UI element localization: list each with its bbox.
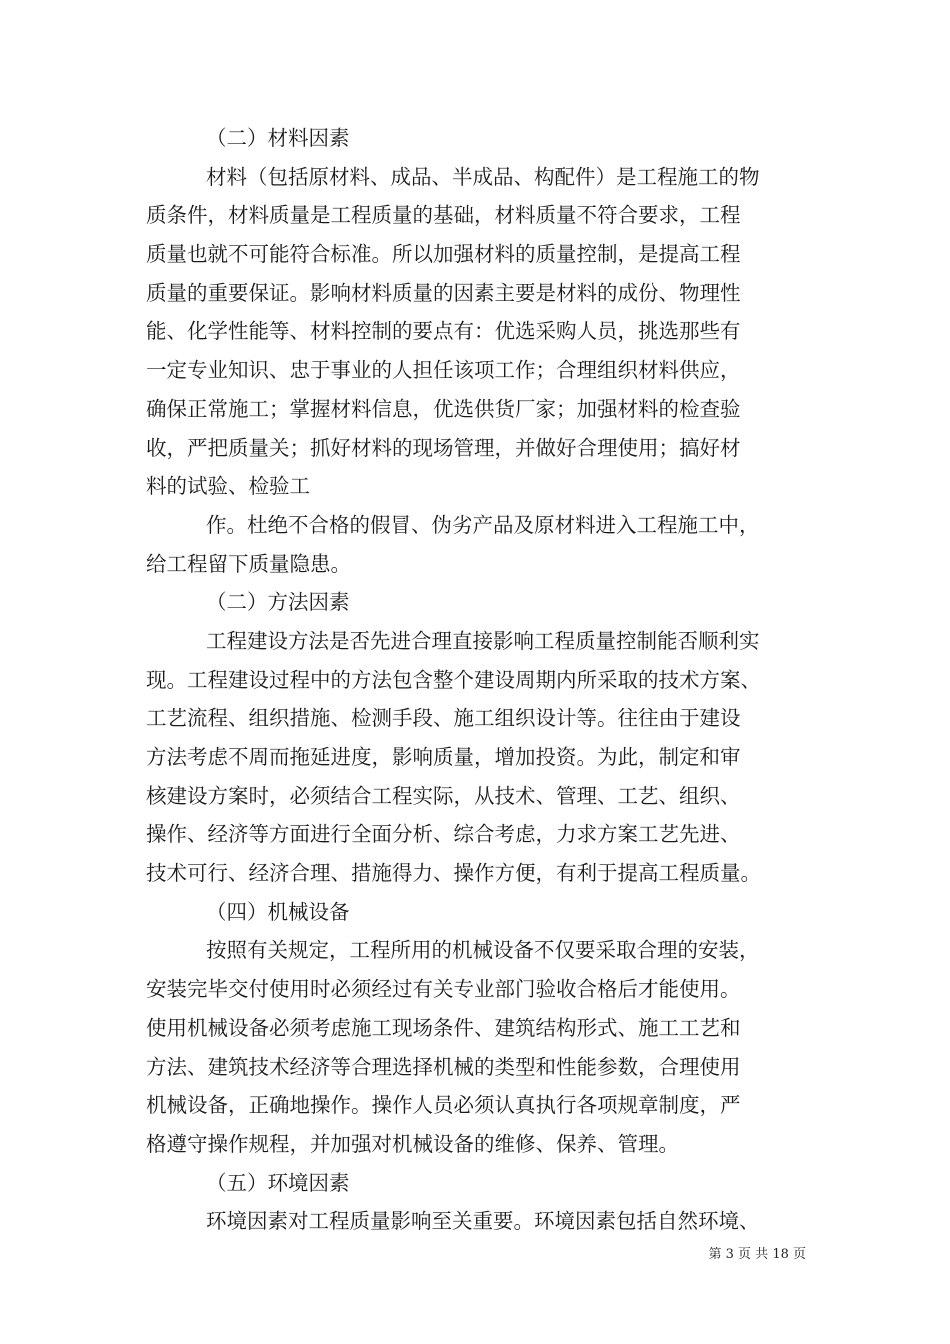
section-heading: （四）机械设备: [206, 899, 350, 924]
text-line: 给工程留下质量隐患。: [146, 551, 351, 576]
text-line: 技术可行、经济合理、措施得力、操作方便，有利于提高工程质量。: [146, 861, 761, 886]
text-line: 方法、建筑技术经济等合理选择机械的类型和性能参数，合理使用: [146, 1054, 741, 1079]
text-line: 现。工程建设过程中的方法包含整个建设周期内所采取的技术方案、: [146, 667, 761, 692]
text-line: 格遵守操作规程，并加强对机械设备的维修、保养、管理。: [146, 1131, 679, 1156]
section-heading: （五）环境因素: [206, 1170, 350, 1195]
text-line: 一定专业知识、忠于事业的人担任该项工作；合理组织材料供应，: [146, 358, 741, 383]
text-line: 操作、经济等方面进行全面分析、综合考虑，力求方案工艺先进、: [146, 822, 741, 847]
text-line: 材料（包括原材料、成品、半成品、构配件）是工程施工的物: [206, 164, 760, 189]
text-line: 作。杜绝不合格的假冒、伪劣产品及原材料进入工程施工中，: [206, 512, 760, 537]
text-line: 能、化学性能等、材料控制的要点有：优选采购人员，挑选那些有: [146, 319, 741, 344]
text-line: 环境因素对工程质量影响至关重要。环境因素包括自然环境、: [206, 1209, 760, 1234]
text-line: 使用机械设备必须考虑施工现场条件、建筑结构形式、施工工艺和: [146, 1015, 741, 1040]
text-line: 按照有关规定，工程所用的机械设备不仅要采取合理的安装，: [206, 938, 760, 963]
text-line: 料的试验、检验工: [146, 474, 310, 499]
text-line: 安装完毕交付使用时必须经过有关专业部门验收合格后才能使用。: [146, 977, 741, 1002]
text-line: 收，严把质量关；抓好材料的现场管理，并做好合理使用；搞好材: [146, 435, 741, 460]
text-line: 核建设方案时，必须结合工程实际，从技术、管理、工艺、组织、: [146, 783, 741, 808]
text-line: 质量也就不可能符合标准。所以加强材料的质量控制，是提高工程: [146, 242, 741, 267]
text-line: 确保正常施工；掌握材料信息，优选供货厂家；加强材料的检查验: [146, 396, 741, 421]
section-heading: （二）材料因素: [206, 126, 350, 150]
text-line: 质量的重要保证。影响材料质量的因素主要是材料的成份、物理性: [146, 280, 741, 305]
text-line: 工程建设方法是否先进合理直接影响工程质量控制能否顺利实: [206, 628, 760, 653]
section-heading: （二）方法因素: [206, 590, 350, 615]
page-number-footer: 第 3 页 共 18 页: [708, 1247, 806, 1262]
text-line: 机械设备，正确地操作。操作人员必须认真执行各项规章制度，严: [146, 1093, 741, 1118]
text-line: 工艺流程、组织措施、检测手段、施工组织设计等。往往由于建设: [146, 706, 741, 731]
document-body: [146, 119, 806, 1241]
text-line: 质条件，材料质量是工程质量的基础，材料质量不符合要求，工程: [146, 203, 741, 228]
text-line: 方法考虑不周而拖延进度，影响质量，增加投资。为此，制定和审: [146, 745, 741, 769]
